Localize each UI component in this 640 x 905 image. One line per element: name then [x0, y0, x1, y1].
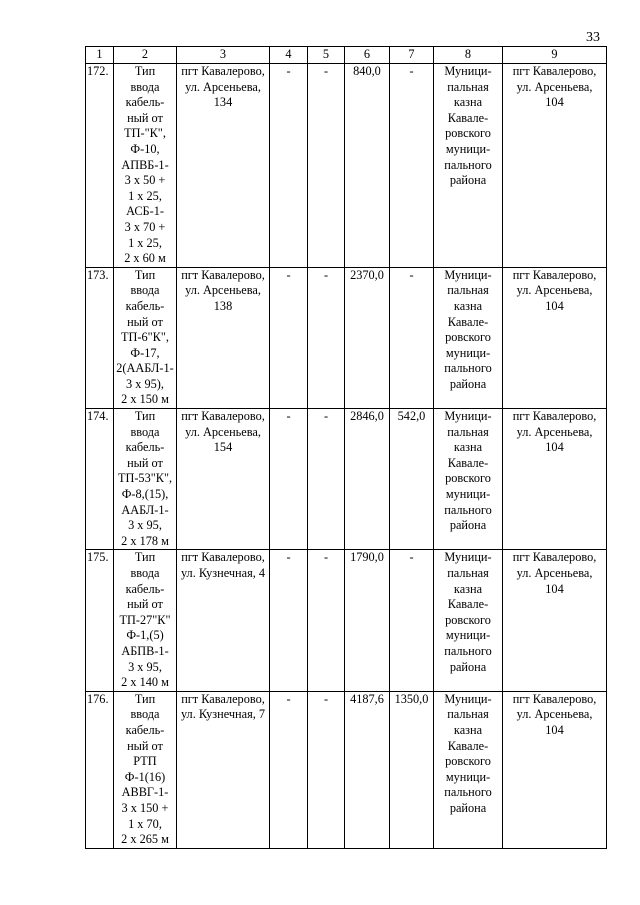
name_lines-line: АВВГ-1-	[121, 785, 169, 800]
address_lines-line: ул. Арсеньева,	[185, 424, 261, 439]
col6-value: 840,0	[353, 64, 381, 78]
name_lines-line: ный от	[127, 110, 163, 125]
holder-cell	[503, 64, 607, 268]
owner_lines-line: Муници-	[444, 691, 492, 706]
table-body	[86, 64, 607, 849]
owner_lines-line: казна	[453, 440, 483, 455]
col5-cell	[308, 550, 345, 691]
owner_lines-line: пальная	[447, 707, 489, 722]
table-row	[86, 691, 607, 848]
address_lines-line: пгт Кавалерово,	[181, 550, 265, 565]
name_lines-line: ТП-6"К",	[121, 330, 169, 345]
col6-cell	[345, 409, 390, 550]
col4-cell	[270, 550, 308, 691]
col7-cell	[390, 550, 434, 691]
row-number: 172.	[87, 64, 109, 78]
name_lines-line: 1 х 25,	[128, 188, 162, 203]
col5-value: -	[323, 691, 329, 706]
col6-value: 1790,0	[350, 550, 384, 565]
col6-cell	[345, 550, 390, 691]
owner_lines-line: Кавале-	[447, 455, 489, 470]
holder-cell	[503, 409, 607, 550]
column-header-9: 9	[503, 47, 607, 64]
col7-value: -	[409, 64, 414, 78]
address_lines-line: пгт Кавалерово,	[181, 691, 265, 706]
holder_lines-line: 104	[545, 95, 564, 110]
page-number: 33	[586, 30, 600, 45]
name_lines-line: ААБЛ-1-	[121, 502, 169, 517]
row-number: 174.	[87, 409, 109, 424]
name_lines-line: ный от	[127, 455, 163, 470]
holder_lines-line: ул. Арсеньева,	[516, 424, 593, 439]
col4-cell	[270, 691, 308, 848]
owner_lines-line: пального	[444, 502, 492, 517]
column-header-4: 4	[270, 47, 308, 64]
col5-value: -	[323, 409, 329, 424]
holder_lines-line: 104	[545, 581, 564, 596]
name_lines-line: ТП-"К",	[124, 126, 166, 141]
table-row	[86, 267, 607, 408]
address_lines-line: 134	[213, 95, 233, 110]
row-number-cell	[86, 691, 114, 848]
col5-value: -	[323, 550, 329, 565]
address_lines-line: ул. Кузнечная, 4	[180, 566, 266, 580]
name_lines-line: ный от	[127, 314, 163, 329]
col7-cell	[390, 267, 434, 408]
name_lines-line: Тип	[134, 550, 156, 565]
owner_lines-line: ровского	[445, 754, 491, 769]
address-cell	[177, 550, 270, 691]
owner_lines-line: муници-	[445, 487, 491, 502]
col7-value: -	[409, 550, 414, 565]
name_lines-line: Ф-1,(5)	[126, 628, 164, 643]
owner_lines-line: пальная	[447, 566, 489, 580]
col6-cell	[345, 64, 390, 268]
col6-value: 2846,0	[350, 409, 384, 424]
col4-value: -	[286, 691, 291, 706]
name_lines-line: 2(ААБЛ-1-	[116, 361, 174, 376]
col7-value: 542,0	[397, 409, 426, 424]
owner_lines-line: ровского	[445, 330, 491, 345]
name_lines-line: Тип	[134, 409, 156, 424]
name_lines-line: Ф-8,(15),	[121, 487, 169, 502]
holder_lines-line: 104	[545, 298, 564, 313]
table-row	[86, 550, 607, 691]
name_lines-line: 2 х 140 м	[121, 675, 169, 690]
address-cell	[177, 691, 270, 848]
name_lines-line: РТП	[133, 754, 157, 769]
name_lines-line: 1 х 70,	[128, 816, 162, 831]
name_lines-line: кабель-	[125, 440, 165, 455]
owner_lines-line: ровского	[445, 612, 491, 627]
col7-value: -	[409, 267, 414, 282]
owner_lines-line: района	[449, 376, 487, 391]
name_lines-line: ввода	[130, 566, 160, 580]
col6-cell	[345, 267, 390, 408]
name_lines-line: 3 х 95),	[126, 376, 164, 391]
col5-cell	[308, 267, 345, 408]
owner_lines-line: муници-	[445, 769, 491, 784]
name_lines-line: 3 х 50 +	[124, 173, 166, 188]
property-registry-table	[85, 46, 607, 849]
owner-cell	[434, 64, 503, 268]
owner-cell	[434, 267, 503, 408]
holder_lines-line: пгт Кавалерово,	[512, 409, 597, 424]
name_lines-line: АБПВ-1-	[121, 643, 169, 658]
holder-cell	[503, 691, 607, 848]
owner-cell	[434, 409, 503, 550]
name_lines-line: АСБ-1-	[126, 204, 164, 219]
holder_lines-line: 104	[545, 722, 564, 737]
name_lines-line: кабель-	[125, 581, 165, 596]
name_lines-line: ввода	[130, 283, 160, 298]
holder_lines-line: пгт Кавалерово,	[512, 691, 597, 706]
name_lines-line: Тип	[134, 267, 156, 282]
owner_lines-line: Кавале-	[447, 597, 489, 612]
name_lines-line: ный от	[127, 597, 163, 612]
owner_lines-line: казна	[453, 722, 483, 737]
column-header-2: 2	[114, 47, 177, 64]
owner_lines-line: муници-	[445, 141, 491, 156]
owner_lines-line: района	[449, 173, 487, 188]
owner_lines-line: района	[449, 800, 487, 815]
col4-value: -	[286, 64, 291, 78]
col6-cell	[345, 691, 390, 848]
owner_lines-line: Муници-	[444, 550, 492, 565]
col5-cell	[308, 691, 345, 848]
name_lines-line: Ф-17,	[130, 345, 160, 360]
col7-cell	[390, 691, 434, 848]
holder-cell	[503, 267, 607, 408]
name_lines-line: 3 х 70 +	[124, 219, 166, 234]
address_lines-line: 154	[213, 440, 233, 455]
col4-value: -	[286, 267, 291, 282]
object-name-cell	[114, 691, 177, 848]
owner-cell	[434, 691, 503, 848]
col4-value: -	[286, 550, 291, 565]
address_lines-line: ул. Арсеньева,	[185, 79, 261, 94]
name_lines-line: кабель-	[125, 298, 165, 313]
column-header-3: 3	[177, 47, 270, 64]
holder_lines-line: ул. Арсеньева,	[516, 79, 593, 94]
owner_lines-line: Муници-	[444, 64, 492, 78]
name_lines-line: 3 х 150 +	[121, 800, 169, 815]
name_lines-line: ввода	[130, 424, 160, 439]
owner_lines-line: пальная	[447, 79, 489, 94]
column-header-7: 7	[390, 47, 434, 64]
address_lines-line: пгт Кавалерово,	[181, 267, 265, 282]
col7-cell	[390, 64, 434, 268]
col6-value: 2370,0	[350, 267, 384, 282]
header-row	[86, 47, 607, 64]
holder_lines-line: пгт Кавалерово,	[512, 267, 597, 282]
name_lines-line: 3 х 95,	[128, 659, 162, 674]
owner_lines-line: муници-	[445, 628, 491, 643]
owner_lines-line: казна	[453, 95, 483, 110]
column-header-5: 5	[308, 47, 345, 64]
name_lines-line: кабель-	[125, 95, 165, 110]
row-number-cell	[86, 550, 114, 691]
name_lines-line: Тип	[134, 691, 156, 706]
holder_lines-line: 104	[545, 440, 564, 455]
owner_lines-line: пального	[444, 643, 492, 658]
col6-value: 4187,6	[350, 691, 384, 706]
column-header-1: 1	[86, 47, 114, 64]
owner_lines-line: Кавале-	[447, 314, 489, 329]
name_lines-line: ТП-53"К",	[117, 471, 173, 486]
object-name-cell	[114, 64, 177, 268]
name_lines-line: 3 х 95,	[128, 518, 162, 533]
owner_lines-line: муници-	[445, 345, 491, 360]
object-name-cell	[114, 409, 177, 550]
column-header-8: 8	[434, 47, 503, 64]
owner_lines-line: ровского	[445, 126, 491, 141]
address-cell	[177, 267, 270, 408]
name_lines-line: ввода	[130, 707, 160, 722]
owner_lines-line: Кавале-	[447, 738, 489, 753]
owner_lines-line: района	[449, 659, 487, 674]
col7-cell	[390, 409, 434, 550]
col5-cell	[308, 64, 345, 268]
owner_lines-line: казна	[453, 581, 483, 596]
owner_lines-line: пального	[444, 361, 492, 376]
name_lines-line: АПВБ-1-	[121, 157, 169, 172]
owner_lines-line: Кавале-	[447, 110, 489, 125]
name_lines-line: 2 х 150 м	[121, 392, 169, 407]
name_lines-line: 2 х 178 м	[121, 533, 169, 548]
row-number-cell	[86, 64, 114, 268]
row-number: 176.	[87, 691, 109, 706]
address_lines-line: ул. Арсеньева,	[185, 283, 261, 298]
address_lines-line: пгт Кавалерово,	[181, 64, 265, 78]
address_lines-line: ул. Кузнечная, 7	[180, 707, 266, 722]
col4-cell	[270, 64, 308, 268]
name_lines-line: кабель-	[125, 722, 165, 737]
name_lines-line: Ф-10,	[130, 141, 160, 156]
object-name-cell	[114, 550, 177, 691]
holder_lines-line: ул. Арсеньева,	[516, 707, 593, 722]
name_lines-line: ный от	[127, 738, 163, 753]
column-header-6: 6	[345, 47, 390, 64]
address-cell	[177, 64, 270, 268]
holder_lines-line: ул. Арсеньева,	[516, 566, 593, 580]
address_lines-line: пгт Кавалерово,	[181, 409, 265, 424]
holder-cell	[503, 550, 607, 691]
owner-cell	[434, 550, 503, 691]
col7-value: 1350,0	[394, 691, 429, 706]
col4-value: -	[286, 409, 291, 424]
name_lines-line: 1 х 25,	[128, 235, 162, 250]
table-row	[86, 409, 607, 550]
name_lines-line: ввода	[130, 79, 160, 94]
row-number-cell	[86, 409, 114, 550]
name_lines-line: ТП-27"К"	[119, 612, 171, 627]
name_lines-line: 2 х 60 м	[124, 251, 166, 266]
name_lines-line: Тип	[134, 64, 156, 78]
col4-cell	[270, 409, 308, 550]
name_lines-line: Ф-1(16)	[124, 769, 166, 784]
owner_lines-line: Муници-	[444, 267, 492, 282]
owner_lines-line: пальная	[447, 424, 489, 439]
owner_lines-line: казна	[453, 298, 483, 313]
owner_lines-line: Муници-	[444, 409, 492, 424]
owner_lines-line: пальная	[447, 283, 489, 298]
owner_lines-line: пального	[444, 785, 492, 800]
holder_lines-line: ул. Арсеньева,	[516, 283, 593, 298]
holder_lines-line: пгт Кавалерово,	[512, 550, 597, 565]
col5-value: -	[323, 64, 329, 78]
owner_lines-line: ровского	[445, 471, 491, 486]
owner_lines-line: района	[449, 518, 487, 533]
col5-cell	[308, 409, 345, 550]
object-name-cell	[114, 267, 177, 408]
holder_lines-line: пгт Кавалерово,	[512, 64, 597, 78]
table-row	[86, 64, 607, 268]
address_lines-line: 138	[213, 298, 233, 313]
address-cell	[177, 409, 270, 550]
row-number: 175.	[87, 550, 109, 565]
col4-cell	[270, 267, 308, 408]
col5-value: -	[323, 267, 329, 282]
row-number: 173.	[87, 267, 109, 282]
row-number-cell	[86, 267, 114, 408]
owner_lines-line: пального	[444, 157, 492, 172]
name_lines-line: 2 х 265 м	[121, 832, 169, 847]
